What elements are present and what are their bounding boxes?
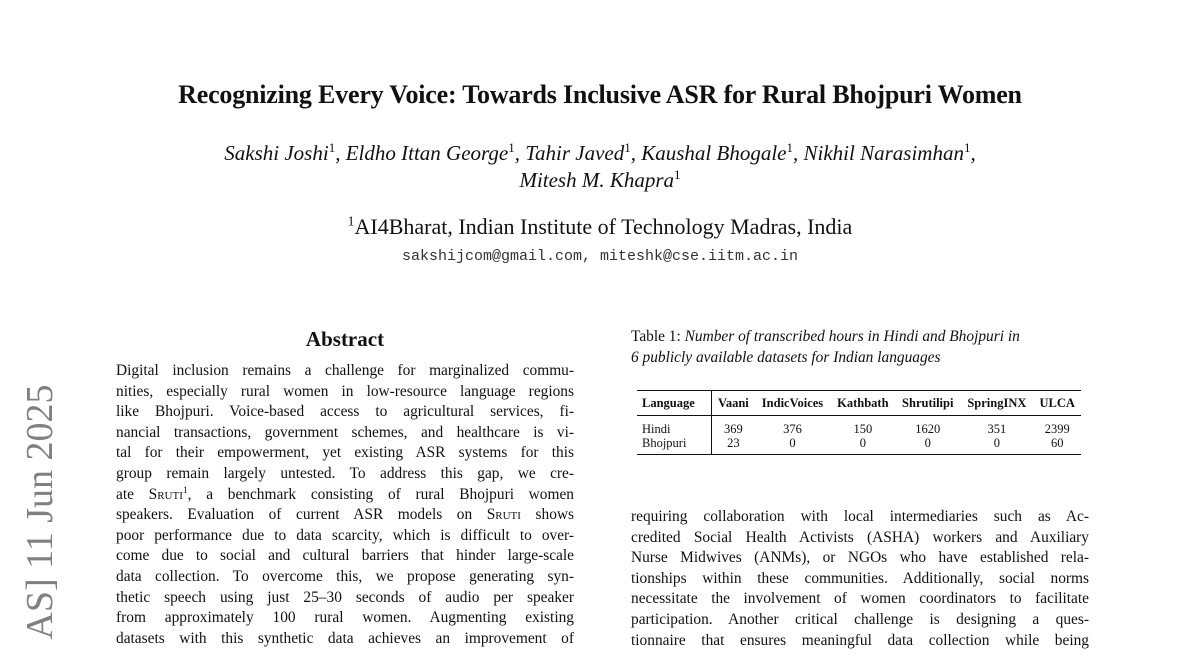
author-affiliation-mark: 1 <box>328 140 336 155</box>
table-header-row <box>637 391 1081 416</box>
text-line: requiring collaboration with local intermediaries such as Ac- <box>631 508 1089 525</box>
text-line: speakers. Evaluation of current ASR models on Sruti shows <box>116 506 574 524</box>
author-affiliation-mark: 1 <box>674 167 681 182</box>
table-cell: Hindi <box>637 416 712 437</box>
table-cell: 0 <box>859 436 866 450</box>
table-cell: 60 <box>1051 436 1064 450</box>
arxiv-side-stamp: AS] 11 Jun 2025 <box>19 384 61 640</box>
author-name: Tahir Javed <box>525 141 625 165</box>
text-line: tal for their empowerment, yet existing ASR systems for this <box>116 444 574 462</box>
table-cell: 351 <box>987 422 1007 436</box>
table-header-cell: Kathbath <box>837 396 889 410</box>
author-affiliation-mark: 1 <box>963 140 971 155</box>
text-line: nancial transactions, government schemes, and healthcare is vi- <box>116 423 574 441</box>
text-line: ate Sruti$^1$, a benchmark consisting of rural Bhojpuri women <box>116 484 574 503</box>
text-line: group remain largely untested. To address this gap, we cre- <box>116 464 574 482</box>
text-line: necessitate the involvement of women coordinators to facilitate <box>631 590 1089 608</box>
text-line: like Bhojpuri. Voice-based access to agricultural services, fi- <box>116 403 574 421</box>
caption-text-1: Number of transcribed hours in Hindi and Bhojpuri in <box>684 328 1020 345</box>
benchmark-name: Sruti <box>148 485 183 503</box>
caption-line <box>631 327 1091 348</box>
author-line-2 <box>0 167 1200 194</box>
benchmark-name: Sruti <box>486 506 521 524</box>
author-name: Eldho Ittan George <box>345 141 509 165</box>
text-line: datasets with this synthetic data achieves an improvement of <box>116 629 574 647</box>
text-line: credited Social Health Activists (ASHA) workers and Auxiliary <box>631 528 1089 546</box>
text-line: from approximately 100 rural women. Augmenting existing <box>116 609 574 627</box>
table-body <box>637 416 1081 455</box>
hours-table <box>637 390 1081 455</box>
table-header-cell: Vaani <box>717 396 749 410</box>
author-affiliation-mark: 1 <box>624 140 631 155</box>
table-cell: 150 <box>853 422 873 436</box>
text-line: thetic speech using just 25–30 seconds of audio per speaker <box>116 588 574 606</box>
text-line: come due to social and cultural barriers that hinder large-scale <box>116 547 574 565</box>
table-header-cell: SpringINX <box>967 396 1027 410</box>
paper-title: Recognizing Every Voice: Towards Inclusive ASR for Rural Bhojpuri Women <box>178 80 1022 109</box>
table-cell: Bhojpuri <box>637 436 712 455</box>
author-line-1: Sakshi Joshi$^1$, Eldho Ittan George$^1$, Tahir Javed$^1$, Kaushal Bhogale$^1$, Nikhil Narasimhan$^1$, <box>224 140 976 165</box>
author-name: Mitesh M. Khapra <box>519 168 675 192</box>
author-list <box>0 140 1200 194</box>
text-line: Nurse Midwives (ANMs), or NGOs who have established rela- <box>631 549 1089 567</box>
table-cell: 23 <box>727 436 740 450</box>
text-line: participation. Another critical challenge is designing a ques- <box>631 610 1089 628</box>
table-row <box>637 436 1081 455</box>
table-cell: 0 <box>993 436 1000 450</box>
text-line: nities, especially rural women in low-resource language regions <box>116 382 574 400</box>
author-name: Sakshi Joshi <box>224 141 329 165</box>
table-header-cell: Language <box>637 391 712 416</box>
body-text-right-column <box>631 507 1089 651</box>
author-emails: sakshijcom@gmail.com, miteshk@cse.iitm.ac.in <box>401 248 799 265</box>
table-cell: 2399 <box>1044 422 1070 436</box>
author-affiliation-mark: 1 <box>508 140 515 155</box>
author-affiliation-mark: 1 <box>786 140 794 155</box>
table-cell: 369 <box>723 422 743 436</box>
caption-label: Table 1: <box>631 328 681 345</box>
text-line: tionnaire that ensures meaningful data collection while being <box>631 631 1089 649</box>
text-line: poor performance due to data scarcity, which is difficult to over- <box>116 526 574 544</box>
affiliation-text: AI4Bharat, Indian Institute of Technology Madras, India <box>354 214 853 239</box>
author-name: Nikhil Narasimhan <box>803 141 964 165</box>
abstract-heading: Abstract <box>305 327 385 351</box>
table-row <box>637 416 1081 437</box>
table-cell: 0 <box>924 436 931 450</box>
caption-line <box>631 348 1091 369</box>
table-cell: 0 <box>789 436 796 450</box>
text-line: data collection. To overcome this, we propose generating syn- <box>116 567 574 585</box>
table-caption <box>631 327 1091 368</box>
caption-text-2: 6 publicly available datasets for Indian languages <box>631 348 941 366</box>
affiliation-mark: 1 <box>347 213 355 229</box>
abstract-body <box>116 361 574 649</box>
text-line: Digital inclusion remains a challenge for marginalized commu- <box>116 362 574 379</box>
author-name: Kaushal Bhogale <box>641 141 787 165</box>
table-cell: 376 <box>783 422 802 436</box>
table-cell: 1620 <box>915 422 941 436</box>
footnote-mark: 1 <box>182 484 188 496</box>
table-header-cell: Shrutilipi <box>902 396 954 410</box>
text-line: tionships within these communities. Additionally, social norms <box>631 569 1089 587</box>
table-header-cell: IndicVoices <box>761 396 824 410</box>
table-header-cell: ULCA <box>1039 396 1075 410</box>
affiliation <box>0 214 1200 240</box>
